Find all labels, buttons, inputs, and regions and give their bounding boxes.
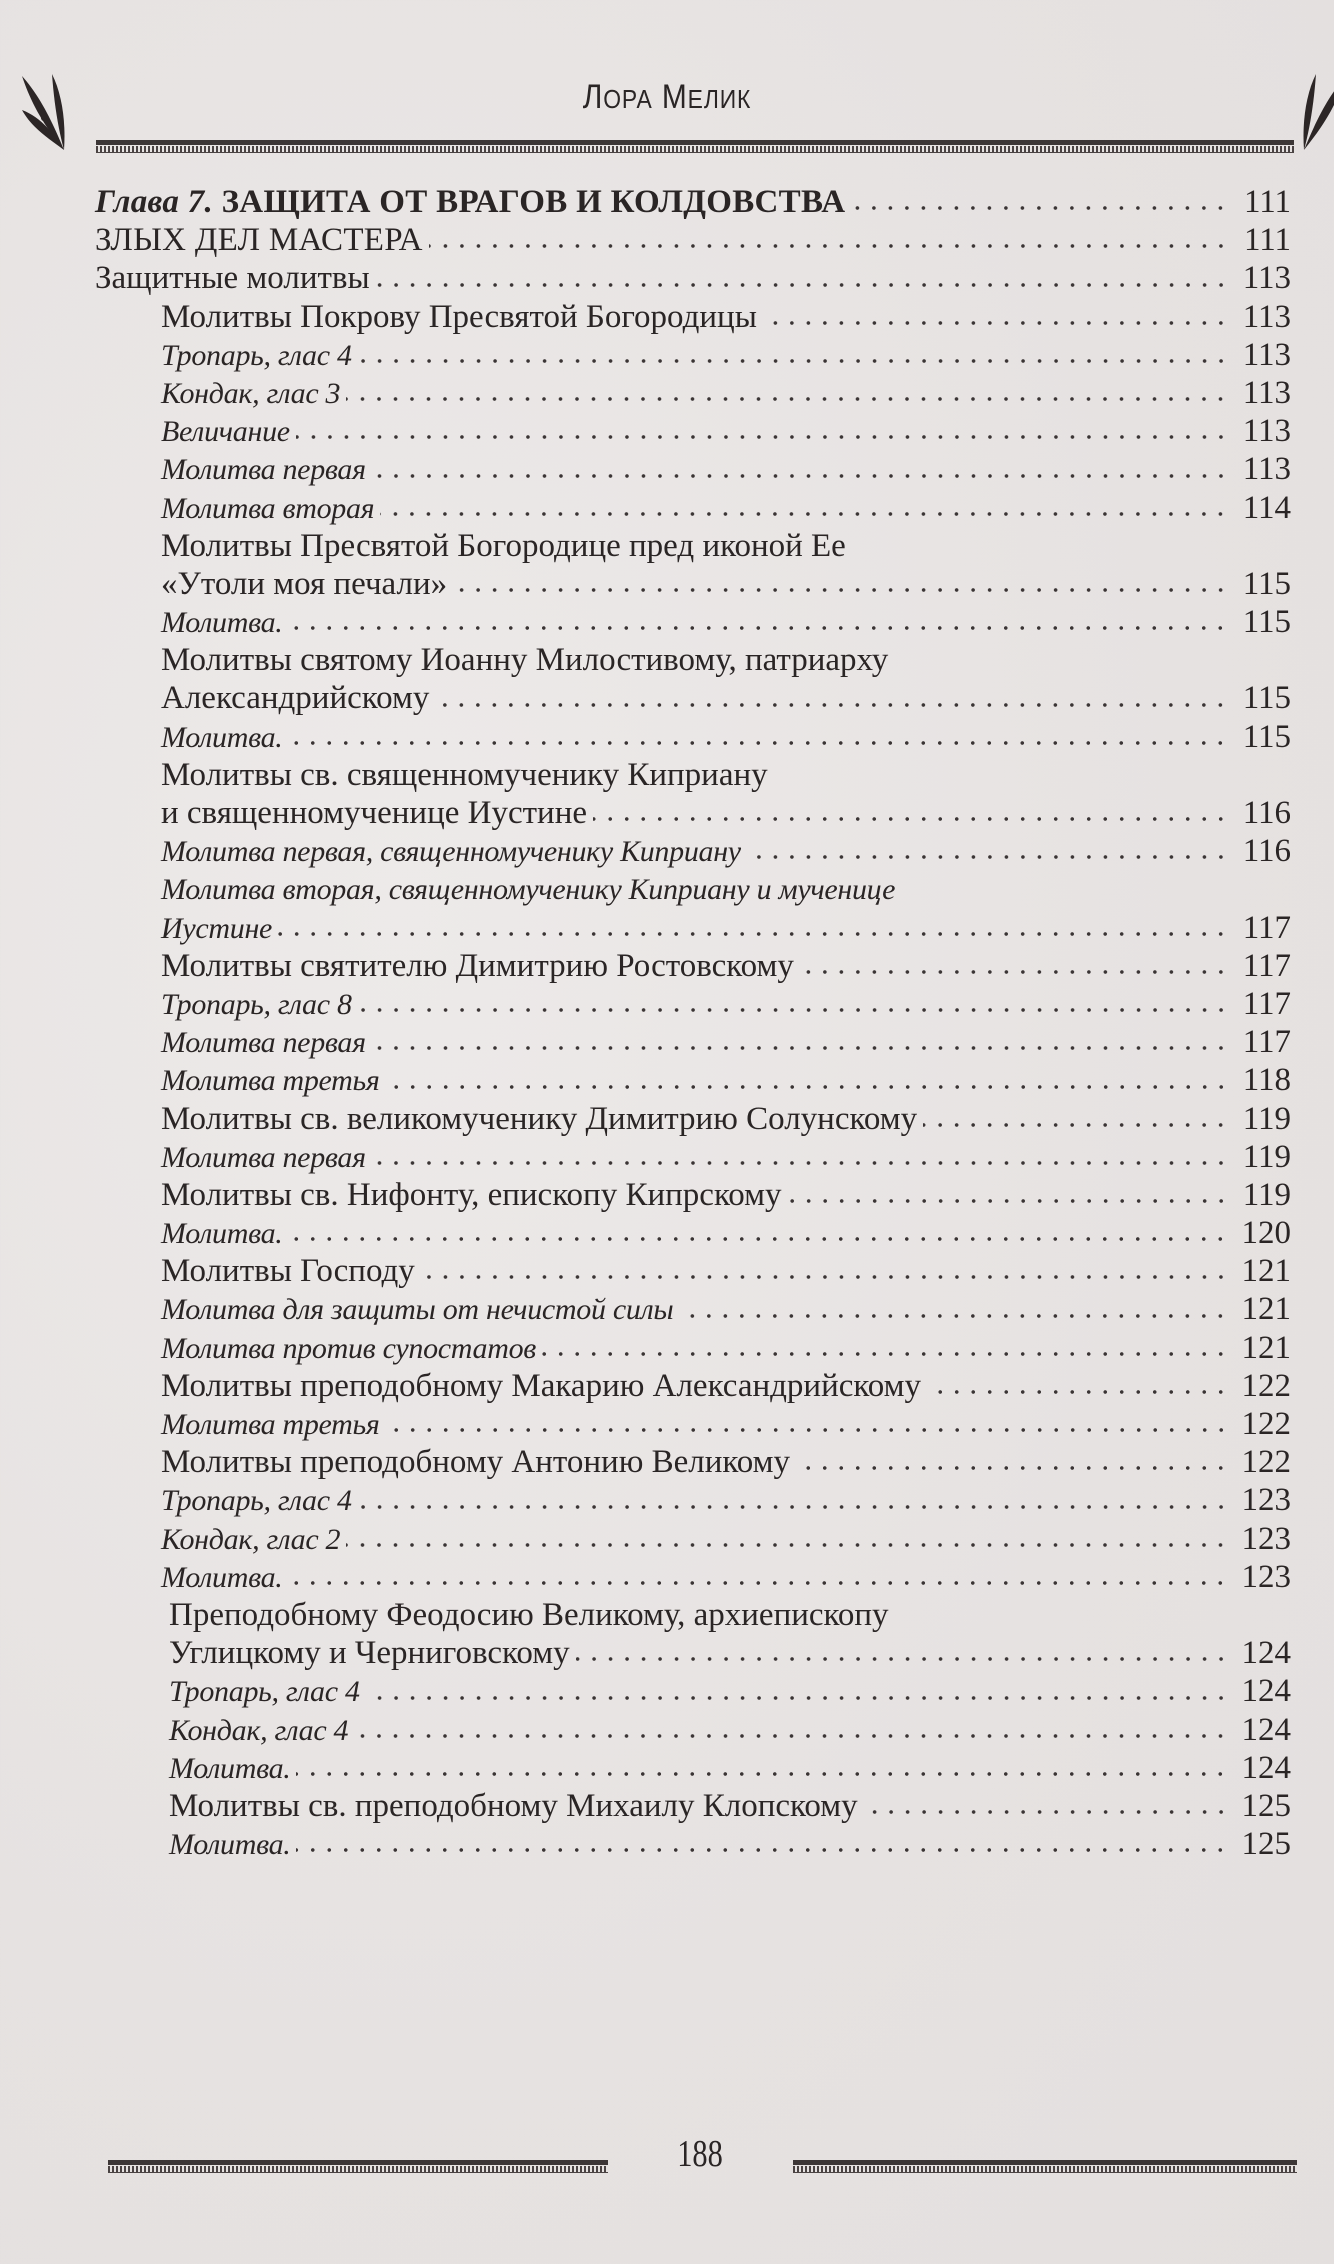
toc-page-number: 124	[1241, 1711, 1291, 1748]
toc-entry[interactable]	[95, 1061, 1291, 1099]
dot-leader	[296, 432, 1229, 442]
toc-entry[interactable]	[95, 1520, 1291, 1558]
dot-leader	[796, 1463, 1229, 1473]
dot-leader	[288, 738, 1229, 748]
toc-entry[interactable]	[95, 221, 1291, 259]
toc-entry[interactable]	[95, 298, 1291, 336]
dot-leader	[576, 1654, 1229, 1664]
toc-entry-title: Молитвы св. великомученику Димитрию Солунскому	[161, 1100, 918, 1137]
dot-leader	[927, 1387, 1229, 1397]
dot-leader	[851, 203, 1229, 213]
toc-entry[interactable]	[95, 985, 1291, 1023]
toc-page-number: 121	[1241, 1253, 1291, 1290]
toc-entry[interactable]	[95, 1596, 1291, 1672]
dot-leader	[453, 585, 1229, 595]
toc-page-number: 118	[1242, 1062, 1291, 1099]
toc-entry[interactable]	[95, 947, 1291, 985]
dot-leader	[288, 1234, 1229, 1244]
toc-entry-title: Тропарь, глас 4	[161, 338, 352, 372]
toc-entry-title: Молитва.	[161, 1560, 283, 1594]
toc-entry-title: Молитва первая, священномученику Киприану	[161, 835, 741, 869]
toc-entry[interactable]	[95, 1481, 1291, 1519]
toc-entry-title: Тропарь, глас 4	[161, 1484, 352, 1518]
toc-entry[interactable]	[95, 450, 1291, 488]
dot-leader	[372, 1043, 1229, 1053]
toc-entry-title: Молитвы преподобному Макарию Александрийскому	[161, 1367, 922, 1404]
dot-leader	[593, 814, 1229, 824]
toc-entry-title: Молитва для защиты от нечистой силы	[161, 1293, 674, 1327]
toc-entry-title: Углицкому и Черниговскому	[169, 1635, 570, 1672]
toc-page-number: 115	[1242, 718, 1291, 755]
dot-leader	[372, 471, 1229, 481]
toc-entry-title: Кондак, глас 4	[169, 1713, 349, 1747]
dot-leader	[763, 318, 1229, 328]
footer-rule-left	[108, 2160, 608, 2172]
toc-page-number: 122	[1241, 1444, 1291, 1481]
dot-leader	[358, 1005, 1229, 1015]
toc-entry[interactable]	[95, 1100, 1291, 1138]
toc-page-number: 117	[1242, 909, 1291, 946]
toc-page-number: 124	[1241, 1635, 1291, 1672]
leaf-ornament-icon	[20, 72, 68, 152]
toc-page-number: 123	[1241, 1558, 1291, 1595]
dot-leader	[354, 1731, 1229, 1741]
toc-entry[interactable]	[95, 1290, 1291, 1328]
dot-leader	[800, 967, 1229, 977]
toc-page-number: 119	[1242, 1176, 1291, 1213]
dot-leader	[679, 1311, 1229, 1321]
toc-page-number: 119	[1242, 1138, 1291, 1175]
toc-page-number: 122	[1241, 1406, 1291, 1442]
dot-leader	[747, 852, 1229, 862]
toc-entry-title: Молитвы Покрову Пресвятой Богородицы	[161, 298, 757, 335]
toc-page-number: 124	[1241, 1673, 1291, 1710]
toc-page-number: 125	[1241, 1826, 1291, 1863]
dot-leader	[296, 1845, 1229, 1855]
dot-leader	[372, 1158, 1229, 1168]
page-header	[0, 60, 1334, 170]
toc-entry-title: Молитва третья	[161, 1408, 380, 1441]
toc-page-number: 120	[1241, 1215, 1291, 1252]
toc-page-number: 113	[1242, 298, 1291, 335]
toc-entry-title: Кондак, глас 2	[161, 1522, 341, 1556]
toc-entry[interactable]	[95, 1023, 1291, 1061]
toc-page-number: 121	[1241, 1329, 1291, 1366]
chapter-prefix: Глава 7.	[95, 184, 214, 220]
dot-leader	[429, 241, 1229, 251]
toc-entry[interactable]	[95, 1138, 1291, 1176]
dot-leader	[788, 1196, 1229, 1206]
toc-entry-title: Защитные молитвы	[95, 260, 370, 297]
toc-page-number: 124	[1241, 1749, 1291, 1786]
toc-entry-title: Молитва первая	[161, 453, 366, 487]
toc-page-number: 111	[1243, 222, 1291, 259]
running-title: ЛОРА МЕЛИК	[582, 78, 752, 116]
toc-entry-title: «Утоли моя печали»	[161, 565, 448, 602]
toc-page-number: 113	[1242, 260, 1291, 297]
toc-entry-title: Молитвы Господу	[161, 1253, 415, 1290]
toc-page-number: 119	[1242, 1100, 1291, 1137]
toc-page-number: 122	[1241, 1367, 1291, 1404]
page-number: 188	[677, 2133, 723, 2175]
toc-entry[interactable]	[95, 603, 1291, 641]
toc-entry[interactable]	[95, 641, 1291, 717]
dot-leader	[376, 280, 1229, 290]
toc-page-number: 117	[1242, 1024, 1291, 1061]
toc-entry-title: Молитвы святителю Димитрию Ростовскому	[161, 947, 794, 984]
toc-entry[interactable]	[95, 1252, 1291, 1290]
toc-page-number: 113	[1242, 374, 1291, 411]
toc-entry[interactable]	[95, 1214, 1291, 1252]
toc-entry[interactable]	[95, 183, 1291, 221]
toc-page-number: 115	[1242, 604, 1291, 641]
dot-leader	[435, 700, 1229, 710]
toc-entry[interactable]	[95, 870, 1291, 946]
toc-entry-title: Молитва.	[161, 1217, 283, 1251]
toc-entry[interactable]	[95, 1787, 1291, 1825]
leaf-ornament-icon	[1300, 72, 1334, 152]
toc-entry-title: Молитва вторая	[161, 491, 375, 525]
table-of-contents	[95, 183, 1291, 1863]
toc-page-number: 116	[1242, 795, 1291, 831]
dot-leader	[421, 1272, 1229, 1282]
toc-entry-title: Молитва.	[161, 720, 283, 754]
toc-entry-title: Преподобному Феодосию Великому, архиепископу	[169, 1596, 889, 1633]
toc-entry-title: Молитвы св. священномученику Киприану	[161, 756, 768, 793]
footer-rule-right	[793, 2160, 1297, 2172]
toc-entry[interactable]	[95, 718, 1291, 756]
toc-entry-title: Иустине	[161, 911, 273, 945]
toc-page-number: 113	[1242, 336, 1291, 373]
toc-page-number: 115	[1242, 680, 1291, 717]
dot-leader	[542, 1349, 1229, 1359]
toc-page-number: 123	[1241, 1520, 1291, 1557]
toc-entry-title: Молитвы святому Иоанну Милостивому, патриарху	[161, 642, 889, 679]
toc-entry-title: ЗЛЫХ ДЕЛ МАСТЕРА	[95, 222, 423, 259]
toc-entry-title: Тропарь, глас 8	[161, 987, 352, 1021]
dot-leader	[278, 929, 1229, 939]
dot-leader	[346, 394, 1229, 404]
toc-entry[interactable]	[95, 1558, 1291, 1596]
toc-page-number: 115	[1242, 565, 1291, 602]
dot-leader	[380, 509, 1229, 519]
chapter-title: ЗАЩИТА ОТ ВРАГОВ И КОЛДОВСТВА	[221, 184, 846, 220]
toc-page-number: 121	[1241, 1291, 1291, 1328]
toc-page-number: 114	[1242, 489, 1291, 526]
toc-entry-title: Молитвы св. преподобному Михаилу Клопскому	[169, 1787, 858, 1824]
toc-entry[interactable]	[95, 527, 1291, 603]
page-footer	[0, 2130, 1334, 2190]
toc-entry[interactable]	[95, 1672, 1291, 1710]
toc-entry-title: Молитва.	[169, 1751, 291, 1785]
toc-entry[interactable]	[95, 1367, 1291, 1405]
dot-leader	[358, 356, 1229, 366]
toc-entry[interactable]	[95, 1329, 1291, 1367]
dot-leader	[923, 1120, 1229, 1130]
dot-leader	[386, 1082, 1229, 1092]
toc-entry-title: Молитвы преподобному Антонию Великому	[161, 1444, 790, 1481]
toc-entry[interactable]	[95, 259, 1291, 297]
dot-leader	[366, 1693, 1229, 1703]
toc-page-number: 113	[1242, 451, 1291, 488]
toc-entry[interactable]	[95, 1443, 1291, 1481]
dot-leader	[358, 1502, 1229, 1512]
toc-entry-title: Молитва.	[161, 606, 283, 640]
toc-entry[interactable]	[95, 1405, 1291, 1443]
toc-page-number: 117	[1242, 985, 1291, 1022]
dot-leader	[346, 1540, 1229, 1550]
toc-entry-title: Молитва первая	[161, 1026, 366, 1060]
toc-entry-title: Молитвы св. Нифонту, епископу Кипрскому	[161, 1176, 782, 1213]
toc-entry-title: Молитва первая	[161, 1140, 366, 1174]
toc-entry-title: Тропарь, глас 4	[169, 1675, 360, 1709]
dot-leader	[288, 623, 1229, 633]
toc-page-number: 125	[1241, 1787, 1291, 1824]
toc-entry-title: Кондак, глас 3	[161, 376, 341, 410]
toc-entry[interactable]	[95, 412, 1291, 450]
toc-entry-title: Молитва.	[169, 1828, 291, 1862]
toc-entry-title: Величание	[161, 415, 290, 449]
dot-leader	[296, 1769, 1229, 1779]
toc-entry[interactable]	[95, 832, 1291, 870]
toc-entry[interactable]	[95, 1711, 1291, 1749]
toc-page-number: 123	[1241, 1482, 1291, 1519]
toc-entry-title: Александрийскому	[161, 680, 430, 717]
toc-entry[interactable]	[95, 1176, 1291, 1214]
toc-entry-title: Молитвы Пресвятой Богородице пред иконой Ее	[161, 527, 846, 564]
toc-entry[interactable]	[95, 374, 1291, 412]
header-rule	[96, 140, 1294, 152]
toc-entry[interactable]	[95, 1825, 1291, 1863]
toc-entry[interactable]	[95, 489, 1291, 527]
toc-page-number: 113	[1242, 413, 1291, 450]
toc-page-number: 117	[1242, 947, 1291, 984]
toc-entry-title: и священномученице Иустине	[161, 795, 588, 831]
toc-entry[interactable]	[95, 756, 1291, 832]
toc-entry-title	[95, 183, 845, 221]
dot-leader	[386, 1425, 1229, 1435]
dot-leader	[288, 1578, 1229, 1588]
toc-entry-title: Молитва вторая, священномученику Киприану и мученице	[161, 873, 896, 907]
toc-entry[interactable]	[95, 336, 1291, 374]
toc-entry[interactable]	[95, 1749, 1291, 1787]
dot-leader	[864, 1807, 1229, 1817]
toc-entry-title: Молитва против супостатов	[161, 1331, 537, 1365]
toc-entry-title: Молитва третья	[161, 1064, 380, 1098]
toc-page-number: 116	[1242, 833, 1291, 870]
toc-page-number: 111	[1243, 184, 1291, 220]
